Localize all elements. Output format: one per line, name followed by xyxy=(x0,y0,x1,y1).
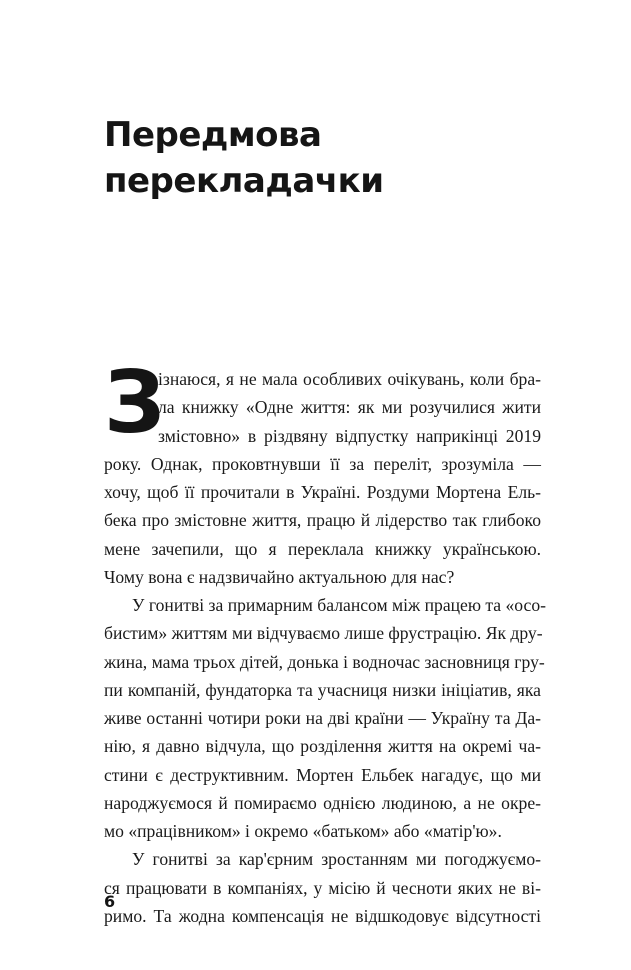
text-line: бистим» життям ми відчуваємо лише фрустрацію. Як дру- xyxy=(104,623,543,644)
chapter-title xyxy=(104,112,384,204)
text-line: римо. Та жодна компенсація не відшкодовує відсутності xyxy=(104,905,541,926)
text-line: ся працювати в компаніях, у місію й чесноти яких не ві- xyxy=(104,877,541,898)
text-line: хочу, щоб її прочитали в Україні. Роздуми Мортена Ель- xyxy=(104,482,541,502)
text-line: бека про змістовне життя, працю й лідерство так глибоко xyxy=(104,510,541,531)
text-line: У гонитві за кар'єрним зростанням ми погоджуємо- xyxy=(132,849,541,870)
text-line: ла книжку «Одне життя: як ми розучилися жити xyxy=(158,397,541,418)
chapter-title-line-1: Передмова xyxy=(104,115,322,155)
text-line: жина, мама трьох дітей, донька і водночас засновниця гру- xyxy=(104,651,545,672)
text-line: року. Однак, проковтнувши її за переліт, зрозуміла — xyxy=(104,453,541,474)
text-line: Чому вона є надзвичайно актуальною для нас? xyxy=(104,566,455,587)
text-line: У гонитві за примарним балансом між працею та «осо- xyxy=(132,595,547,615)
page-number: 6 xyxy=(104,892,116,911)
text-line: мене зачепили, що я переклала книжку українською. xyxy=(104,538,541,559)
text-line: мо «працівником» і окремо «батьком» або «матір'ю». xyxy=(104,821,502,841)
text-line: ізнаюся, я не мала особливих очікувань, коли бра- xyxy=(158,369,541,389)
text-line: народжуємося й помираємо однією людиною, а не окре- xyxy=(104,792,541,813)
drop-cap-letter: З xyxy=(104,353,166,453)
text-line: змістовно» в різдвяну відпустку наприкінці 2019 xyxy=(158,425,541,446)
text-line: стини є деструктивним. Мортен Ельбек нагадує, що ми xyxy=(104,764,541,785)
text-line: живе останні чотири роки на дві країни — Україну та Да- xyxy=(104,708,541,728)
text-line: пи компаній, фундаторка та учасниця низки ініціатив, яка xyxy=(104,679,541,700)
body-text xyxy=(104,365,547,930)
text-line: нію, я давно відчула, що розділення життя на окремі ча- xyxy=(104,736,541,757)
chapter-title-line-2: перекладачки xyxy=(104,161,384,201)
